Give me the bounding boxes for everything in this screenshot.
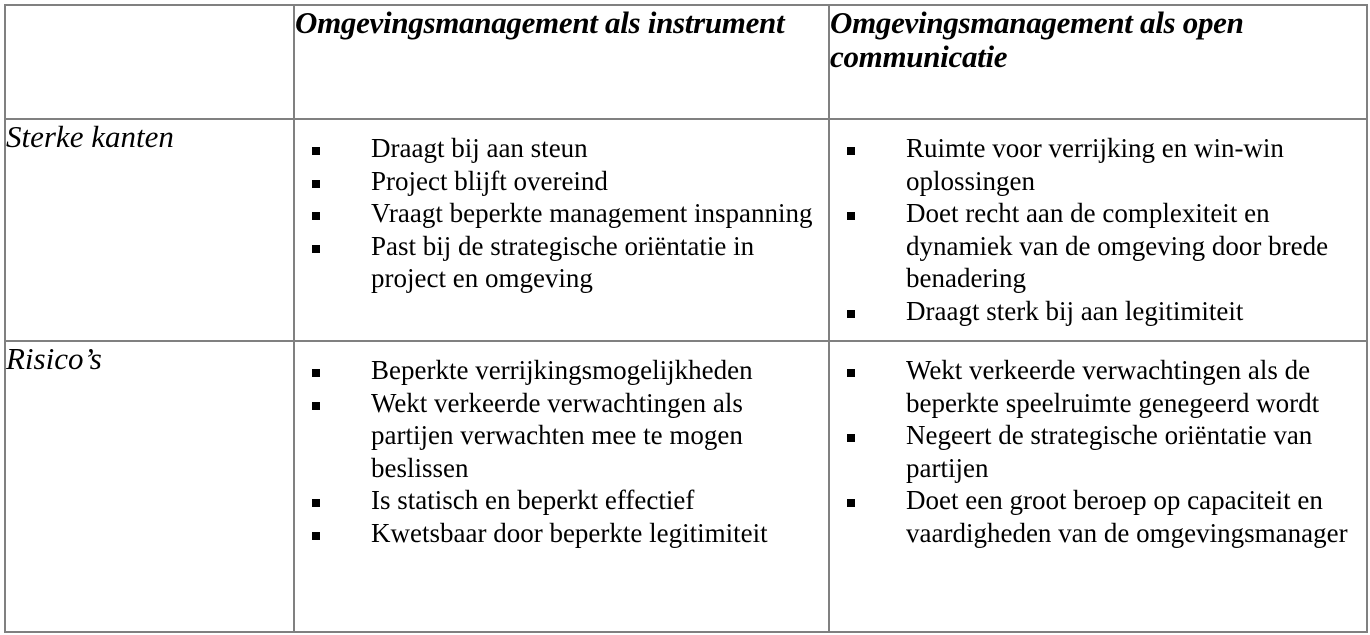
list-item (830, 295, 1362, 328)
column-header-open-communicatie: Omgevingsmanagement als open communicatie (829, 5, 1367, 119)
list-item-text: Past bij de strategische oriëntatie in project en omgeving (371, 230, 755, 293)
comparison-table (4, 4, 1368, 633)
row-header-sterke-kanten: Sterke kanten (5, 119, 294, 341)
list-item (295, 517, 824, 550)
bullet-list (830, 120, 1366, 327)
square-bullet-icon (312, 369, 320, 377)
table-row-sterke-kanten (5, 119, 1367, 341)
cell-sterke-kanten-instrument (294, 119, 829, 341)
list-item (295, 197, 824, 230)
bullet-list (830, 342, 1366, 549)
square-bullet-icon (847, 147, 855, 155)
list-item (295, 387, 824, 485)
row-header-risicos: Risico’s (5, 341, 294, 632)
list-item-text: Wekt verkeerde verwachtingen als de beperkte speelruimte genegeerd wordt (906, 355, 1324, 418)
list-item-text: Kwetsbaar door beperkte legitimiteit (371, 517, 768, 548)
square-bullet-icon (847, 310, 855, 318)
list-item (830, 354, 1362, 419)
list-item (295, 165, 824, 198)
square-bullet-icon (847, 369, 855, 377)
list-item (830, 132, 1362, 197)
square-bullet-icon (312, 499, 320, 507)
square-bullet-icon (312, 212, 320, 220)
list-item-text: Doet een groot beroep op capaciteit en vaardigheden van de omgevingsmanager (906, 485, 1348, 548)
list-item-text: Ruimte voor verrijking en win-win oplossingen (906, 133, 1284, 196)
square-bullet-icon (312, 532, 320, 540)
cell-sterke-kanten-open-communicatie (829, 119, 1367, 341)
bullet-list (295, 342, 828, 549)
column-header-instrument: Omgevingsmanagement als instrument (294, 5, 829, 119)
square-bullet-icon (847, 434, 855, 442)
square-bullet-icon (312, 402, 320, 410)
list-item (295, 354, 824, 387)
square-bullet-icon (312, 147, 320, 155)
list-item-text: Negeert de strategische oriëntatie van partijen (906, 420, 1313, 483)
corner-cell (5, 5, 294, 119)
list-item (295, 230, 824, 295)
square-bullet-icon (312, 245, 320, 253)
list-item-text: Vraagt beperkte management inspanning (371, 198, 813, 228)
list-item (295, 132, 824, 165)
list-item-text: Project blijft overeind (371, 165, 608, 196)
list-item (830, 419, 1362, 484)
bullet-list (295, 120, 828, 295)
list-item-text: Draagt sterk bij aan legitimiteit (906, 295, 1244, 326)
list-item (295, 484, 824, 517)
list-item-text: Wekt verkeerde verwachtingen als partijen verwachten mee te mogen beslissen (371, 387, 743, 483)
square-bullet-icon (847, 499, 855, 507)
list-item (830, 197, 1362, 295)
list-item-text: Draagt bij aan steun (371, 133, 588, 163)
list-item (830, 484, 1362, 549)
list-item-text: Beperkte verrijkingsmogelijkheden (371, 355, 753, 385)
list-item-text: Is statisch en beperkt effectief (371, 485, 695, 515)
cell-risicos-open-communicatie (829, 341, 1367, 632)
cell-risicos-instrument (294, 341, 829, 632)
list-item-text: Doet recht aan de complexiteit en dynamiek van de omgeving door brede benadering (906, 198, 1329, 293)
square-bullet-icon (847, 212, 855, 220)
header-row (5, 5, 1367, 119)
square-bullet-icon (312, 180, 320, 188)
table-row-risicos (5, 341, 1367, 632)
